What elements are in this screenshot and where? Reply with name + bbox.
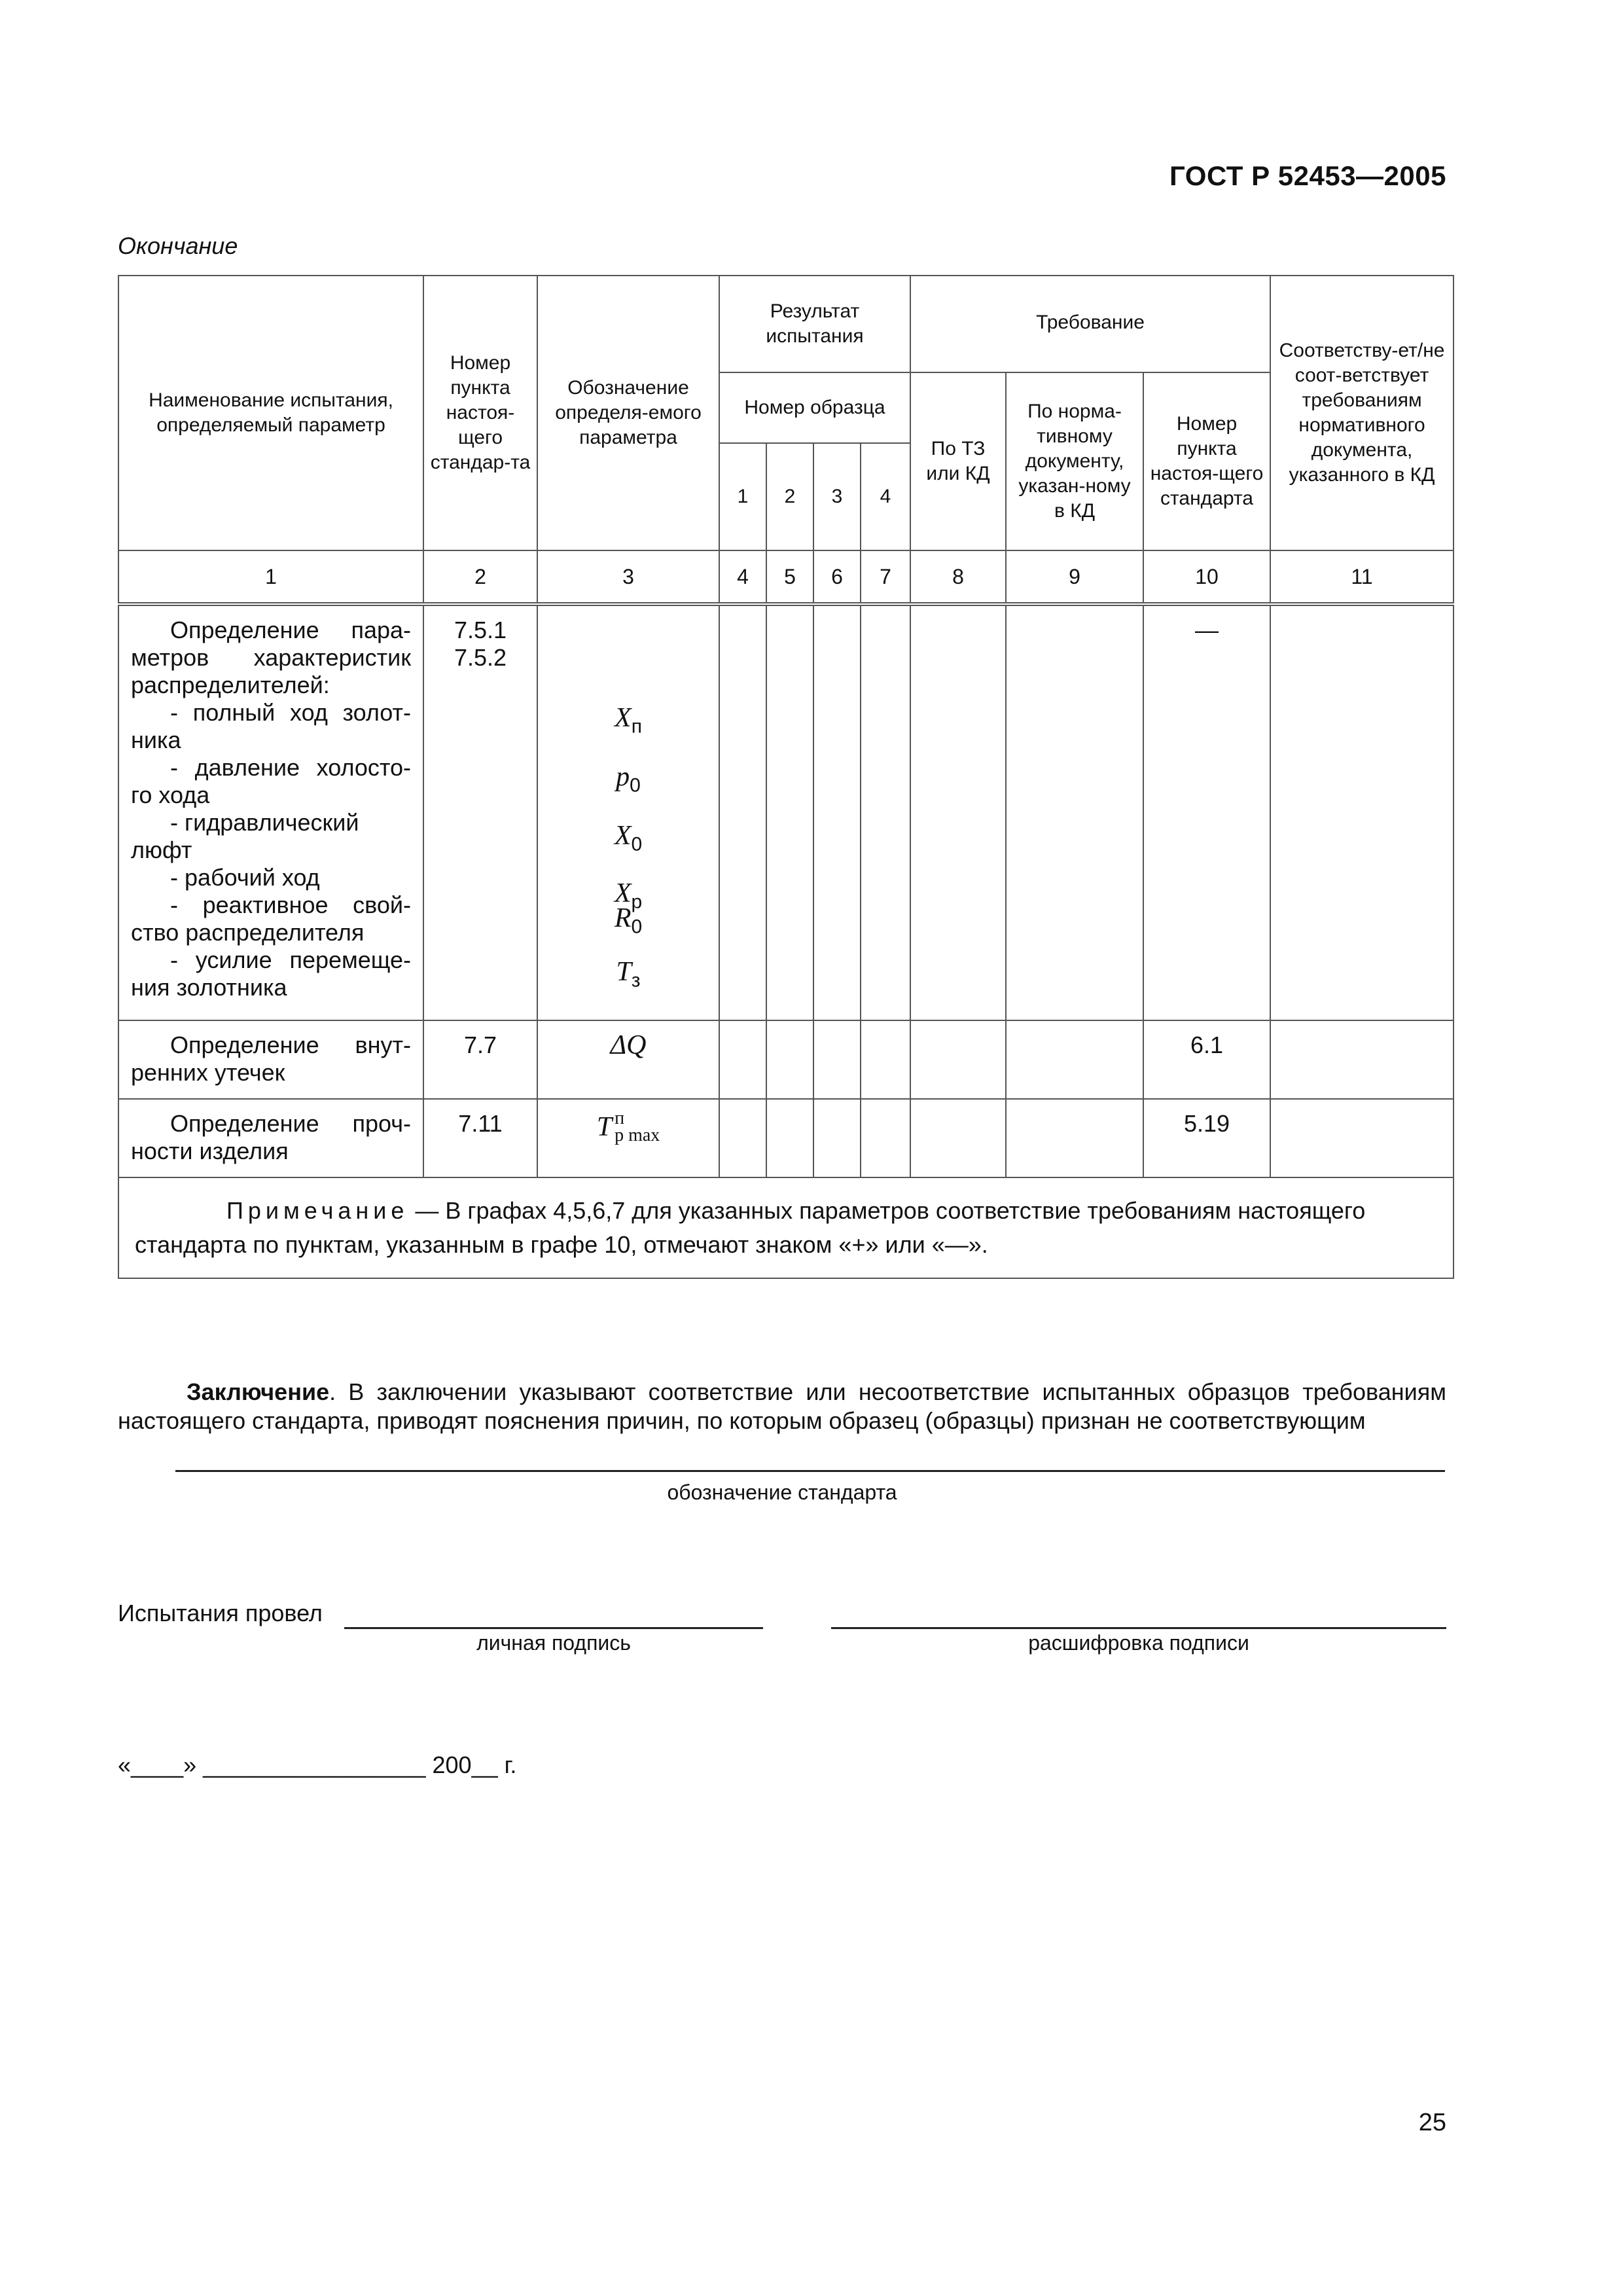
- name-line: люфт: [131, 836, 192, 863]
- result-cell: [719, 604, 766, 1020]
- symbol-sub: р max: [615, 1125, 660, 1145]
- requirement-tz-cell: [910, 604, 1006, 1020]
- name-line: ство распределителя: [131, 919, 365, 946]
- signature-line[interactable]: [344, 1627, 763, 1629]
- symbol-sub: р: [631, 891, 643, 913]
- note-text: — В графах 4,5,6,7 для указанных параметров соответствие требованиям настоящего стандарта по пунктам, указанным в графе 10, отмечают знаком «+» или «—».: [135, 1197, 1366, 1258]
- name-line: ника: [131, 726, 181, 753]
- symbol-full-stroke: [538, 704, 719, 740]
- column-number: 1: [118, 550, 423, 604]
- result-cell: [766, 1099, 813, 1177]
- header-by-norm-doc: По норма-тивному документу, указан-ному в КД: [1006, 372, 1143, 550]
- column-number: 4: [719, 550, 766, 604]
- result-cell: [861, 1099, 910, 1177]
- standard-designation-caption: обозначение стандарта: [667, 1480, 897, 1504]
- conformity-cell: [1270, 1099, 1454, 1177]
- table-row: [118, 1099, 1454, 1177]
- symbol-sub: 0: [630, 774, 641, 797]
- name-line: - гидравлический: [170, 809, 359, 836]
- table-row: [118, 1020, 1454, 1099]
- name-line: - полный ход золот-: [170, 699, 411, 726]
- note-row: [118, 1177, 1454, 1278]
- header-clause-this: Номер пункта настоя-щего стандарта: [1143, 372, 1270, 550]
- result-cell: [861, 1020, 910, 1099]
- symbol-leak: ΔQ: [537, 1020, 719, 1099]
- table-row: [118, 604, 1454, 1020]
- column-number: 3: [537, 550, 719, 604]
- clause-number: 7.5.2: [454, 644, 507, 671]
- row-clause: [423, 604, 537, 1020]
- symbol-sub: з: [631, 969, 641, 992]
- note-label: Примечание: [226, 1197, 409, 1224]
- row-name-distributor-params: [118, 604, 423, 1020]
- conformity-cell: [1270, 604, 1454, 1020]
- result-cell: [813, 1099, 861, 1177]
- conclusion-label: Заключение: [187, 1378, 330, 1405]
- header-result: Результат испытания: [719, 276, 910, 372]
- conclusion-paragraph: [118, 1378, 1446, 1435]
- result-cell: [861, 604, 910, 1020]
- signature-decoding-caption: расшифровка подписи: [1028, 1631, 1249, 1655]
- name-line: го хода: [131, 781, 210, 808]
- result-cell: [766, 1020, 813, 1099]
- document-code: ГОСТ Р 52453—2005: [1169, 160, 1446, 191]
- result-cell: [719, 1020, 766, 1099]
- header-sample-1: 1: [719, 443, 766, 550]
- row-clause: 7.11: [423, 1099, 537, 1177]
- signature-caption: личная подпись: [476, 1631, 631, 1655]
- header-clause: Номер пункта настоя-щего стандар-та: [423, 276, 537, 550]
- symbol-reactive-property: [538, 905, 719, 941]
- name-line: ния золотника: [131, 974, 287, 1001]
- symbol-base: T: [616, 957, 632, 987]
- row-name-strength: [118, 1099, 423, 1177]
- result-cell: [766, 604, 813, 1020]
- conformity-cell: [1270, 1020, 1454, 1099]
- standard-designation-line[interactable]: [175, 1470, 1445, 1472]
- symbol-sup: п: [615, 1108, 625, 1128]
- column-number: 6: [813, 550, 861, 604]
- row-symbols: [537, 604, 719, 1020]
- result-cell: [719, 1099, 766, 1177]
- symbol-sub: п: [631, 715, 642, 738]
- header-test-name: Наименование испытания, определяемый параметр: [118, 276, 423, 550]
- name-line: ренних утечек: [131, 1059, 285, 1086]
- requirement-tz-cell: [910, 1099, 1006, 1177]
- symbol-idle-pressure: [538, 763, 719, 799]
- name-line: ности изделия: [131, 1138, 289, 1164]
- symbol-base: R: [614, 903, 632, 933]
- symbol-base: p: [616, 762, 630, 792]
- header-sample-4: 4: [861, 443, 910, 550]
- symbol-hydraulic-play: [538, 822, 719, 858]
- column-number: 2: [423, 550, 537, 604]
- name-line: распределителей:: [131, 672, 330, 698]
- symbol-spool-force: [538, 958, 719, 994]
- table-note: [118, 1177, 1454, 1278]
- name-line: метров характеристик: [131, 644, 411, 671]
- symbol-base: X: [615, 703, 632, 733]
- column-number: 7: [861, 550, 910, 604]
- requirement-norm-cell: [1006, 1020, 1143, 1099]
- requirement-norm-cell: [1006, 604, 1143, 1020]
- column-number: 10: [1143, 550, 1270, 604]
- column-number-row: [118, 550, 1454, 604]
- symbol-base: T: [596, 1112, 613, 1142]
- header-sample-number: Номер образца: [719, 372, 910, 443]
- requirement-clause-cell: 5.19: [1143, 1099, 1270, 1177]
- requirement-clause-cell: 6.1: [1143, 1020, 1270, 1099]
- name-line: - давление холосто-: [170, 754, 411, 781]
- signature-decoding-line[interactable]: [831, 1627, 1446, 1629]
- column-number: 9: [1006, 550, 1143, 604]
- column-number: 5: [766, 550, 813, 604]
- name-line: - рабочий ход: [170, 864, 320, 891]
- requirement-clause-cell: —: [1143, 604, 1270, 1020]
- row-clause: 7.7: [423, 1020, 537, 1099]
- tested-by-label: Испытания провел: [118, 1600, 323, 1626]
- name-line: Определение пара-: [170, 617, 411, 643]
- header-conformity: Соответству-ет/не соот-ветствует требованиям нормативного документа, указанного в КД: [1270, 276, 1454, 550]
- name-line: Определение проч-: [170, 1110, 411, 1137]
- date-field[interactable]: «____» _________________ 200__ г.: [118, 1751, 517, 1778]
- test-results-table: [118, 275, 1454, 1279]
- header-by-tz: По ТЗ или КД: [910, 372, 1006, 550]
- symbol-base: X: [614, 878, 632, 908]
- symbol-sub: 0: [631, 916, 643, 938]
- table-continuation-label: Окончание: [118, 232, 238, 259]
- requirement-norm-cell: [1006, 1099, 1143, 1177]
- name-line: Определение внут-: [170, 1031, 411, 1058]
- result-cell: [813, 604, 861, 1020]
- symbol-base: X: [614, 821, 632, 851]
- header-designation: Обозначение определя-емого параметра: [537, 276, 719, 550]
- clause-number: 7.5.1: [454, 617, 507, 643]
- symbol-max-torque: [537, 1099, 719, 1177]
- conclusion-text: . В заключении указывают соответствие или несоответствие испытанных образцов требованиям настоящего стандарта, приводят пояснения причин, по которым образец (образцы) признан не соответствующим: [118, 1378, 1446, 1434]
- name-line: - усилие перемеще-: [170, 946, 411, 973]
- result-cell: [813, 1020, 861, 1099]
- header-sample-3: 3: [813, 443, 861, 550]
- header-sample-2: 2: [766, 443, 813, 550]
- column-number: 11: [1270, 550, 1454, 604]
- requirement-tz-cell: [910, 1020, 1006, 1099]
- name-line: - реактивное свой-: [170, 891, 411, 918]
- row-name-internal-leaks: [118, 1020, 423, 1099]
- symbol-sub: 0: [631, 833, 643, 855]
- header-requirement: Требование: [910, 276, 1270, 372]
- column-number: 8: [910, 550, 1006, 604]
- page-number: 25: [1418, 2109, 1446, 2136]
